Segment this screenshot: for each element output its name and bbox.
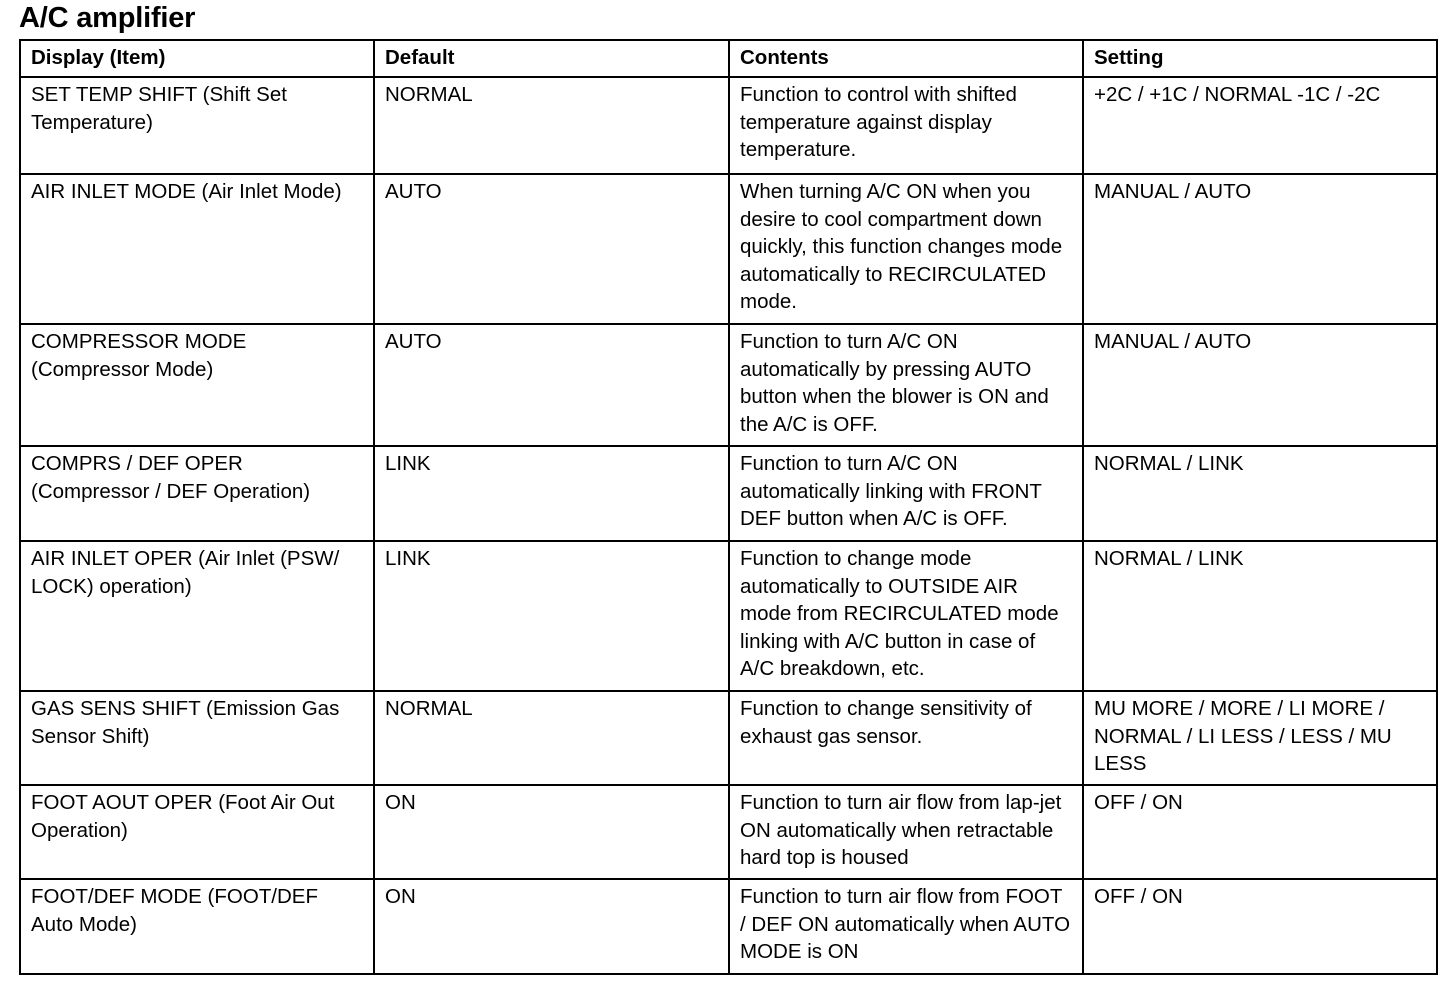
- cell-contents: Function to turn A/C ON automatically linking with FRONT DEF button when A/C is OFF.: [729, 446, 1083, 541]
- ac-amplifier-table: [19, 39, 1438, 975]
- cell-display: COMPRESSOR MODE (Compressor Mode): [20, 324, 374, 446]
- cell-contents: Function to change mode automatically to OUTSIDE AIR mode from RECIRCULATED mode linking with A/C button in case of A/C breakdown, etc.: [729, 541, 1083, 691]
- cell-default: NORMAL: [374, 691, 729, 785]
- cell-setting: NORMAL / LINK: [1083, 446, 1437, 541]
- cell-setting: OFF / ON: [1083, 879, 1437, 974]
- table-row: [20, 879, 1437, 974]
- page-title: A/C amplifier: [19, 2, 196, 34]
- header-default: Default: [374, 40, 729, 77]
- cell-contents: Function to change sensitivity of exhaust gas sensor.: [729, 691, 1083, 785]
- cell-default: NORMAL: [374, 77, 729, 174]
- cell-contents: Function to turn A/C ON automatically by pressing AUTO button when the blower is ON and the A/C is OFF.: [729, 324, 1083, 446]
- cell-display: FOOT/DEF MODE (FOOT/DEF Auto Mode): [20, 879, 374, 974]
- table-row: [20, 691, 1437, 785]
- table-row: [20, 324, 1437, 446]
- cell-setting: MANUAL / AUTO: [1083, 324, 1437, 446]
- header-display: Display (Item): [20, 40, 374, 77]
- cell-contents: Function to turn air flow from lap-jet ON automatically when retractable hard top is housed: [729, 785, 1083, 879]
- cell-contents: When turning A/C ON when you desire to cool compartment down quickly, this function changes mode automatically to RECIRCULATED mode.: [729, 174, 1083, 324]
- table-row: [20, 785, 1437, 879]
- cell-default: LINK: [374, 541, 729, 691]
- cell-setting: +2C / +1C / NORMAL -1C / -2C: [1083, 77, 1437, 174]
- table-row: [20, 174, 1437, 324]
- table-header-row: [20, 40, 1437, 77]
- cell-display: COMPRS / DEF OPER (Compressor / DEF Operation): [20, 446, 374, 541]
- cell-default: AUTO: [374, 324, 729, 446]
- cell-display: FOOT AOUT OPER (Foot Air Out Operation): [20, 785, 374, 879]
- cell-setting: NORMAL / LINK: [1083, 541, 1437, 691]
- cell-default: LINK: [374, 446, 729, 541]
- cell-setting: MANUAL / AUTO: [1083, 174, 1437, 324]
- table-row: [20, 446, 1437, 541]
- table-row: [20, 77, 1437, 174]
- table-row: [20, 541, 1437, 691]
- cell-default: AUTO: [374, 174, 729, 324]
- cell-display: AIR INLET OPER (Air Inlet (PSW/ LOCK) operation): [20, 541, 374, 691]
- cell-default: ON: [374, 879, 729, 974]
- cell-default: ON: [374, 785, 729, 879]
- cell-setting: OFF / ON: [1083, 785, 1437, 879]
- cell-display: SET TEMP SHIFT (Shift Set Temperature): [20, 77, 374, 174]
- cell-setting: MU MORE / MORE / LI MORE / NORMAL / LI LESS / LESS / MU LESS: [1083, 691, 1437, 785]
- header-setting: Setting: [1083, 40, 1437, 77]
- cell-contents: Function to control with shifted temperature against display temperature.: [729, 77, 1083, 174]
- cell-display: AIR INLET MODE (Air Inlet Mode): [20, 174, 374, 324]
- cell-contents: Function to turn air flow from FOOT / DEF ON automatically when AUTO MODE is ON: [729, 879, 1083, 974]
- header-contents: Contents: [729, 40, 1083, 77]
- cell-display: GAS SENS SHIFT (Emission Gas Sensor Shift): [20, 691, 374, 785]
